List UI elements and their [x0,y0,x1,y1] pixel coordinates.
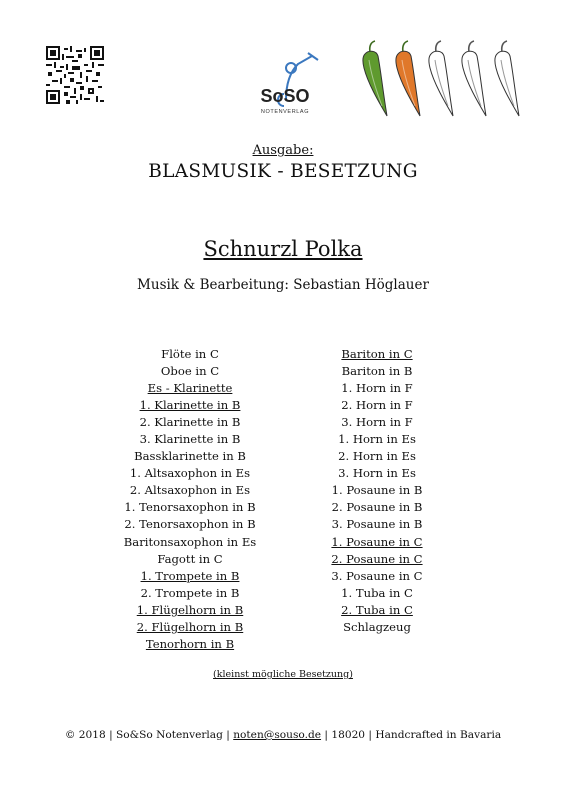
instrument-item: 1. Posaune in B [331,483,423,498]
instrument-item: 2. Horn in F [341,398,413,413]
instrument-item: Baritonsaxophon in Es [123,534,257,549]
difficulty-rating [356,40,526,120]
instrument-item: Flöte in C [161,347,219,361]
instrument-list-left [85,346,295,653]
instrument-item: 2. Flügelhorn in B [136,619,244,634]
composer-credit: Musik & Bearbeitung: Sebastian Höglauer [137,277,429,293]
instrument-item: 3. Posaune in B [331,517,423,532]
footer-suffix: | 18020 | Handcrafted in Bavaria [321,729,502,741]
instrument-item: Bassklarinette in B [134,449,246,464]
logo-subtext: NOTENVERLAG [260,109,310,115]
instrument-item: 1. Tuba in C [341,585,413,600]
instrument-item: Bariton in B [341,364,413,379]
footer-prefix: © 2018 | So&So Notenverlag | [64,729,234,741]
chili-pepper-icon [363,41,387,116]
instrument-item: 3. Horn in Es [338,466,416,481]
email-link[interactable]: noten@souso.de [233,729,322,741]
instrument-item: 2. Tuba in C [341,602,413,617]
logo-text: SoSO [260,86,310,106]
chili-pepper-icon [462,41,486,116]
instrument-item: 3. Horn in F [341,415,413,430]
instrument-item: 3. Posaune in C [331,568,423,583]
footer [0,729,566,741]
instrument-item: 2. Posaune in B [331,500,423,515]
instrument-item: 1. Trompete in B [140,568,240,583]
chili-pepper-icon [429,41,453,116]
instrument-item: Schlagzeug [343,619,411,634]
instrument-item: Bariton in C [341,347,413,361]
publisher-logo [246,50,324,122]
instrument-item: Fagott in C [157,551,223,566]
piece-title: Schnurzl Polka [203,237,363,261]
instrument-item: 2. Posaune in C [331,551,423,566]
chili-pepper-icon [495,41,519,116]
chili-pepper-icon [396,41,420,116]
edition-title: BLASMUSIK - BESETZUNG [148,161,418,182]
qr-code-icon[interactable] [46,46,104,104]
instrument-item: 2. Altsaxophon in Es [129,483,251,498]
instrument-item: 1. Tenorsaxophon in B [124,500,256,515]
instrument-item: 1. Klarinette in B [139,398,241,413]
instrument-item: 1. Horn in Es [338,432,416,447]
instrument-item: 1. Horn in F [341,381,413,396]
instrument-item: Oboe in C [160,364,220,379]
instrument-item: 1. Flügelhorn in B [136,602,244,617]
instrument-item: 2. Tenorsaxophon in B [124,517,256,532]
instrument-item: Tenorhorn in B [145,636,235,651]
edition-label: Ausgabe: [252,143,314,158]
minimal-instrumentation-note: (kleinst mögliche Besetzung) [213,669,353,680]
instrument-item: Es - Klarinette [147,381,233,396]
instrument-item: 1. Posaune in C [331,534,423,549]
instrument-item: 1. Altsaxophon in Es [129,466,251,481]
instrument-item: 2. Trompete in B [140,585,240,600]
instrument-item: 3. Klarinette in B [139,432,241,447]
instrument-list-right [277,346,477,636]
instrument-item: 2. Klarinette in B [139,415,241,430]
instrument-item: 2. Horn in Es [338,449,416,464]
